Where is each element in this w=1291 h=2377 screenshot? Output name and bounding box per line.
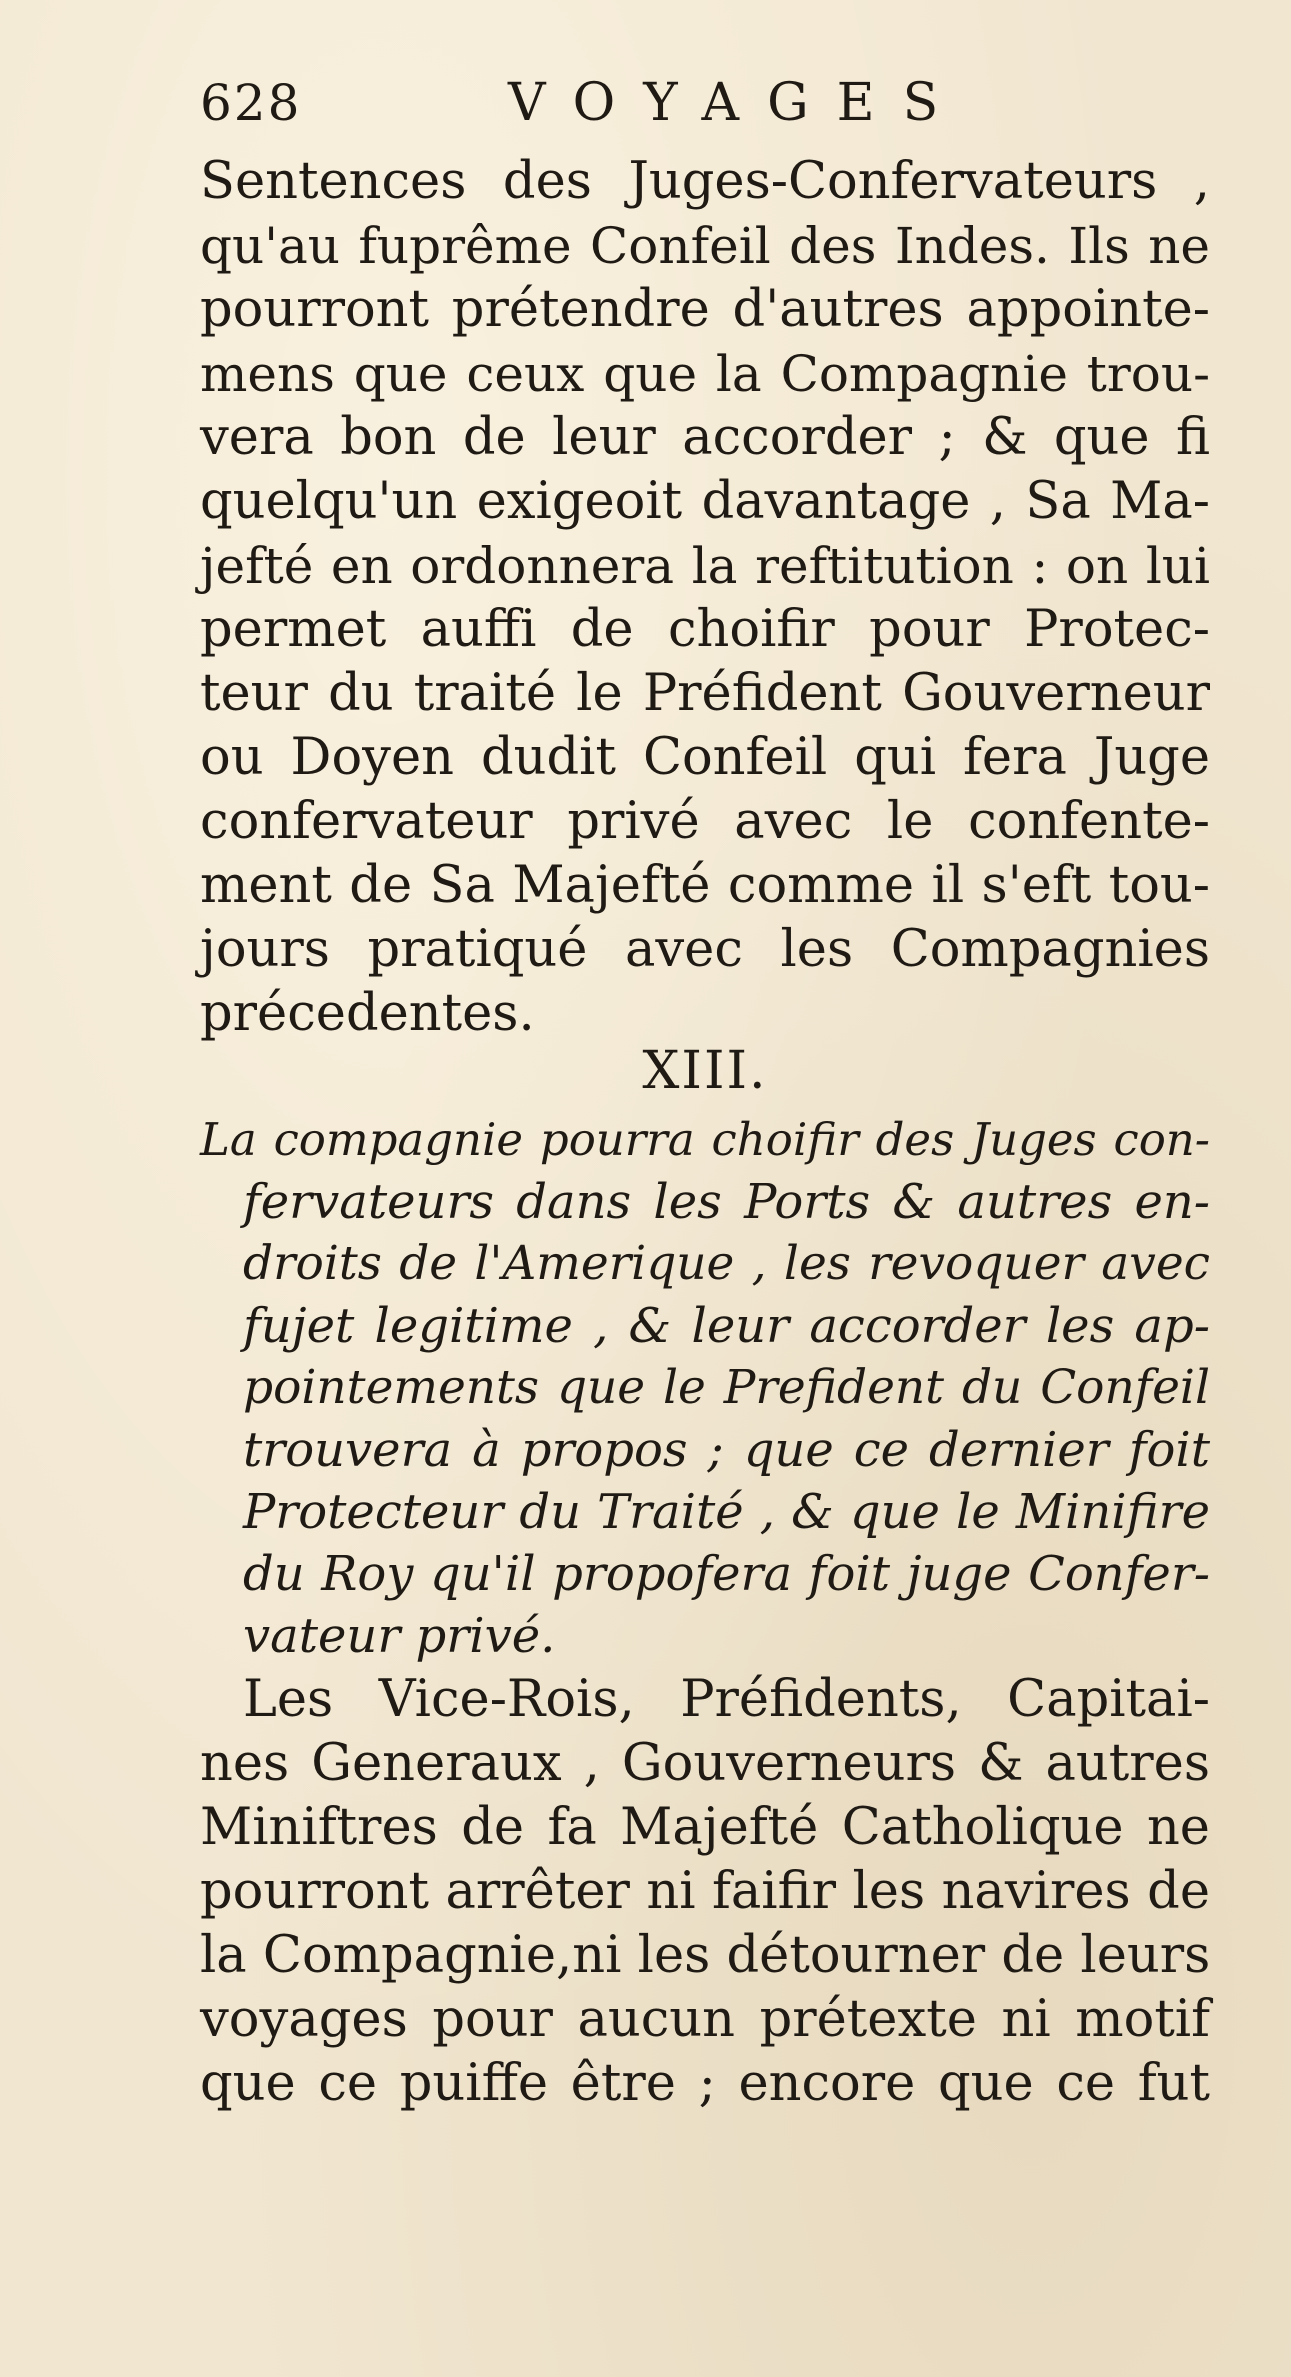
article-line: droits de l'Amerique , les revoquer avec xyxy=(243,1236,1210,1291)
page-header xyxy=(200,68,1200,138)
section-number: XIII. xyxy=(642,1041,768,1101)
text-line: permet auffi de choifir pour Protec- xyxy=(200,600,1210,659)
article-line: trouvera à propos ; que ce dernier foit xyxy=(243,1422,1210,1478)
page-number: 628 xyxy=(200,74,302,132)
article-line: fervateurs dans les Ports & autres en- xyxy=(243,1174,1210,1230)
article-line: fujet legitime , & leur accorder les ap- xyxy=(243,1298,1210,1354)
text-line: que ce puiffe être ; encore que ce fut xyxy=(200,2054,1210,2113)
text-line: qu'au fuprême Confeil des Indes. Ils ne xyxy=(200,217,1210,275)
text-line: Miniftres de fa Majefté Catholique ne xyxy=(200,1798,1210,1857)
text-line: ou Doyen dudit Confeil qui fera Juge xyxy=(200,728,1210,787)
article-line: du Roy qu'il propofera foit juge Confer- xyxy=(243,1546,1210,1602)
text-line: Sentences des Juges-Confervateurs , xyxy=(200,152,1210,211)
text-line: jours pratiqué avec les Compagnies xyxy=(200,920,1210,979)
text-line: Les Vice-Rois, Préfidents, Capitai- xyxy=(243,1670,1210,1729)
text-line: confervateur privé avec le confente- xyxy=(200,792,1210,851)
article-line: vateur privé. xyxy=(243,1608,556,1664)
text-line: pourront arrêter ni faifir les navires de xyxy=(200,1862,1210,1921)
article-line: La compagnie pourra choifir des Juges con- xyxy=(200,1113,1210,1166)
article-line: Protecteur du Traité , & que le Minifire xyxy=(243,1484,1210,1540)
text-line: mens que ceux que la Compagnie trou- xyxy=(200,345,1210,403)
text-line: précedentes. xyxy=(200,984,535,1043)
text-line: voyages pour aucun prétexte ni motif xyxy=(200,1990,1210,2049)
text-line: teur du traité le Préfident Gouverneur xyxy=(200,664,1210,723)
text-line: ment de Sa Majefté comme il s'eft tou- xyxy=(200,856,1210,915)
running-head: VOYAGES xyxy=(508,73,967,133)
text-line: la Compagnie,ni les détourner de leurs xyxy=(200,1926,1211,1985)
article-line: pointements que le Prefident du Confeil xyxy=(243,1360,1210,1415)
text-line: quelqu'un exigeoit davantage , Sa Ma- xyxy=(200,472,1210,531)
text-line: pourront prétendre d'autres appointe- xyxy=(200,280,1210,339)
text-line: vera bon de leur accorder ; & que fi xyxy=(200,408,1210,467)
text-line: jefté en ordonnera la reftitution : on lui xyxy=(200,537,1210,595)
text-line: nes Generaux , Gouverneurs & autres xyxy=(200,1734,1210,1793)
